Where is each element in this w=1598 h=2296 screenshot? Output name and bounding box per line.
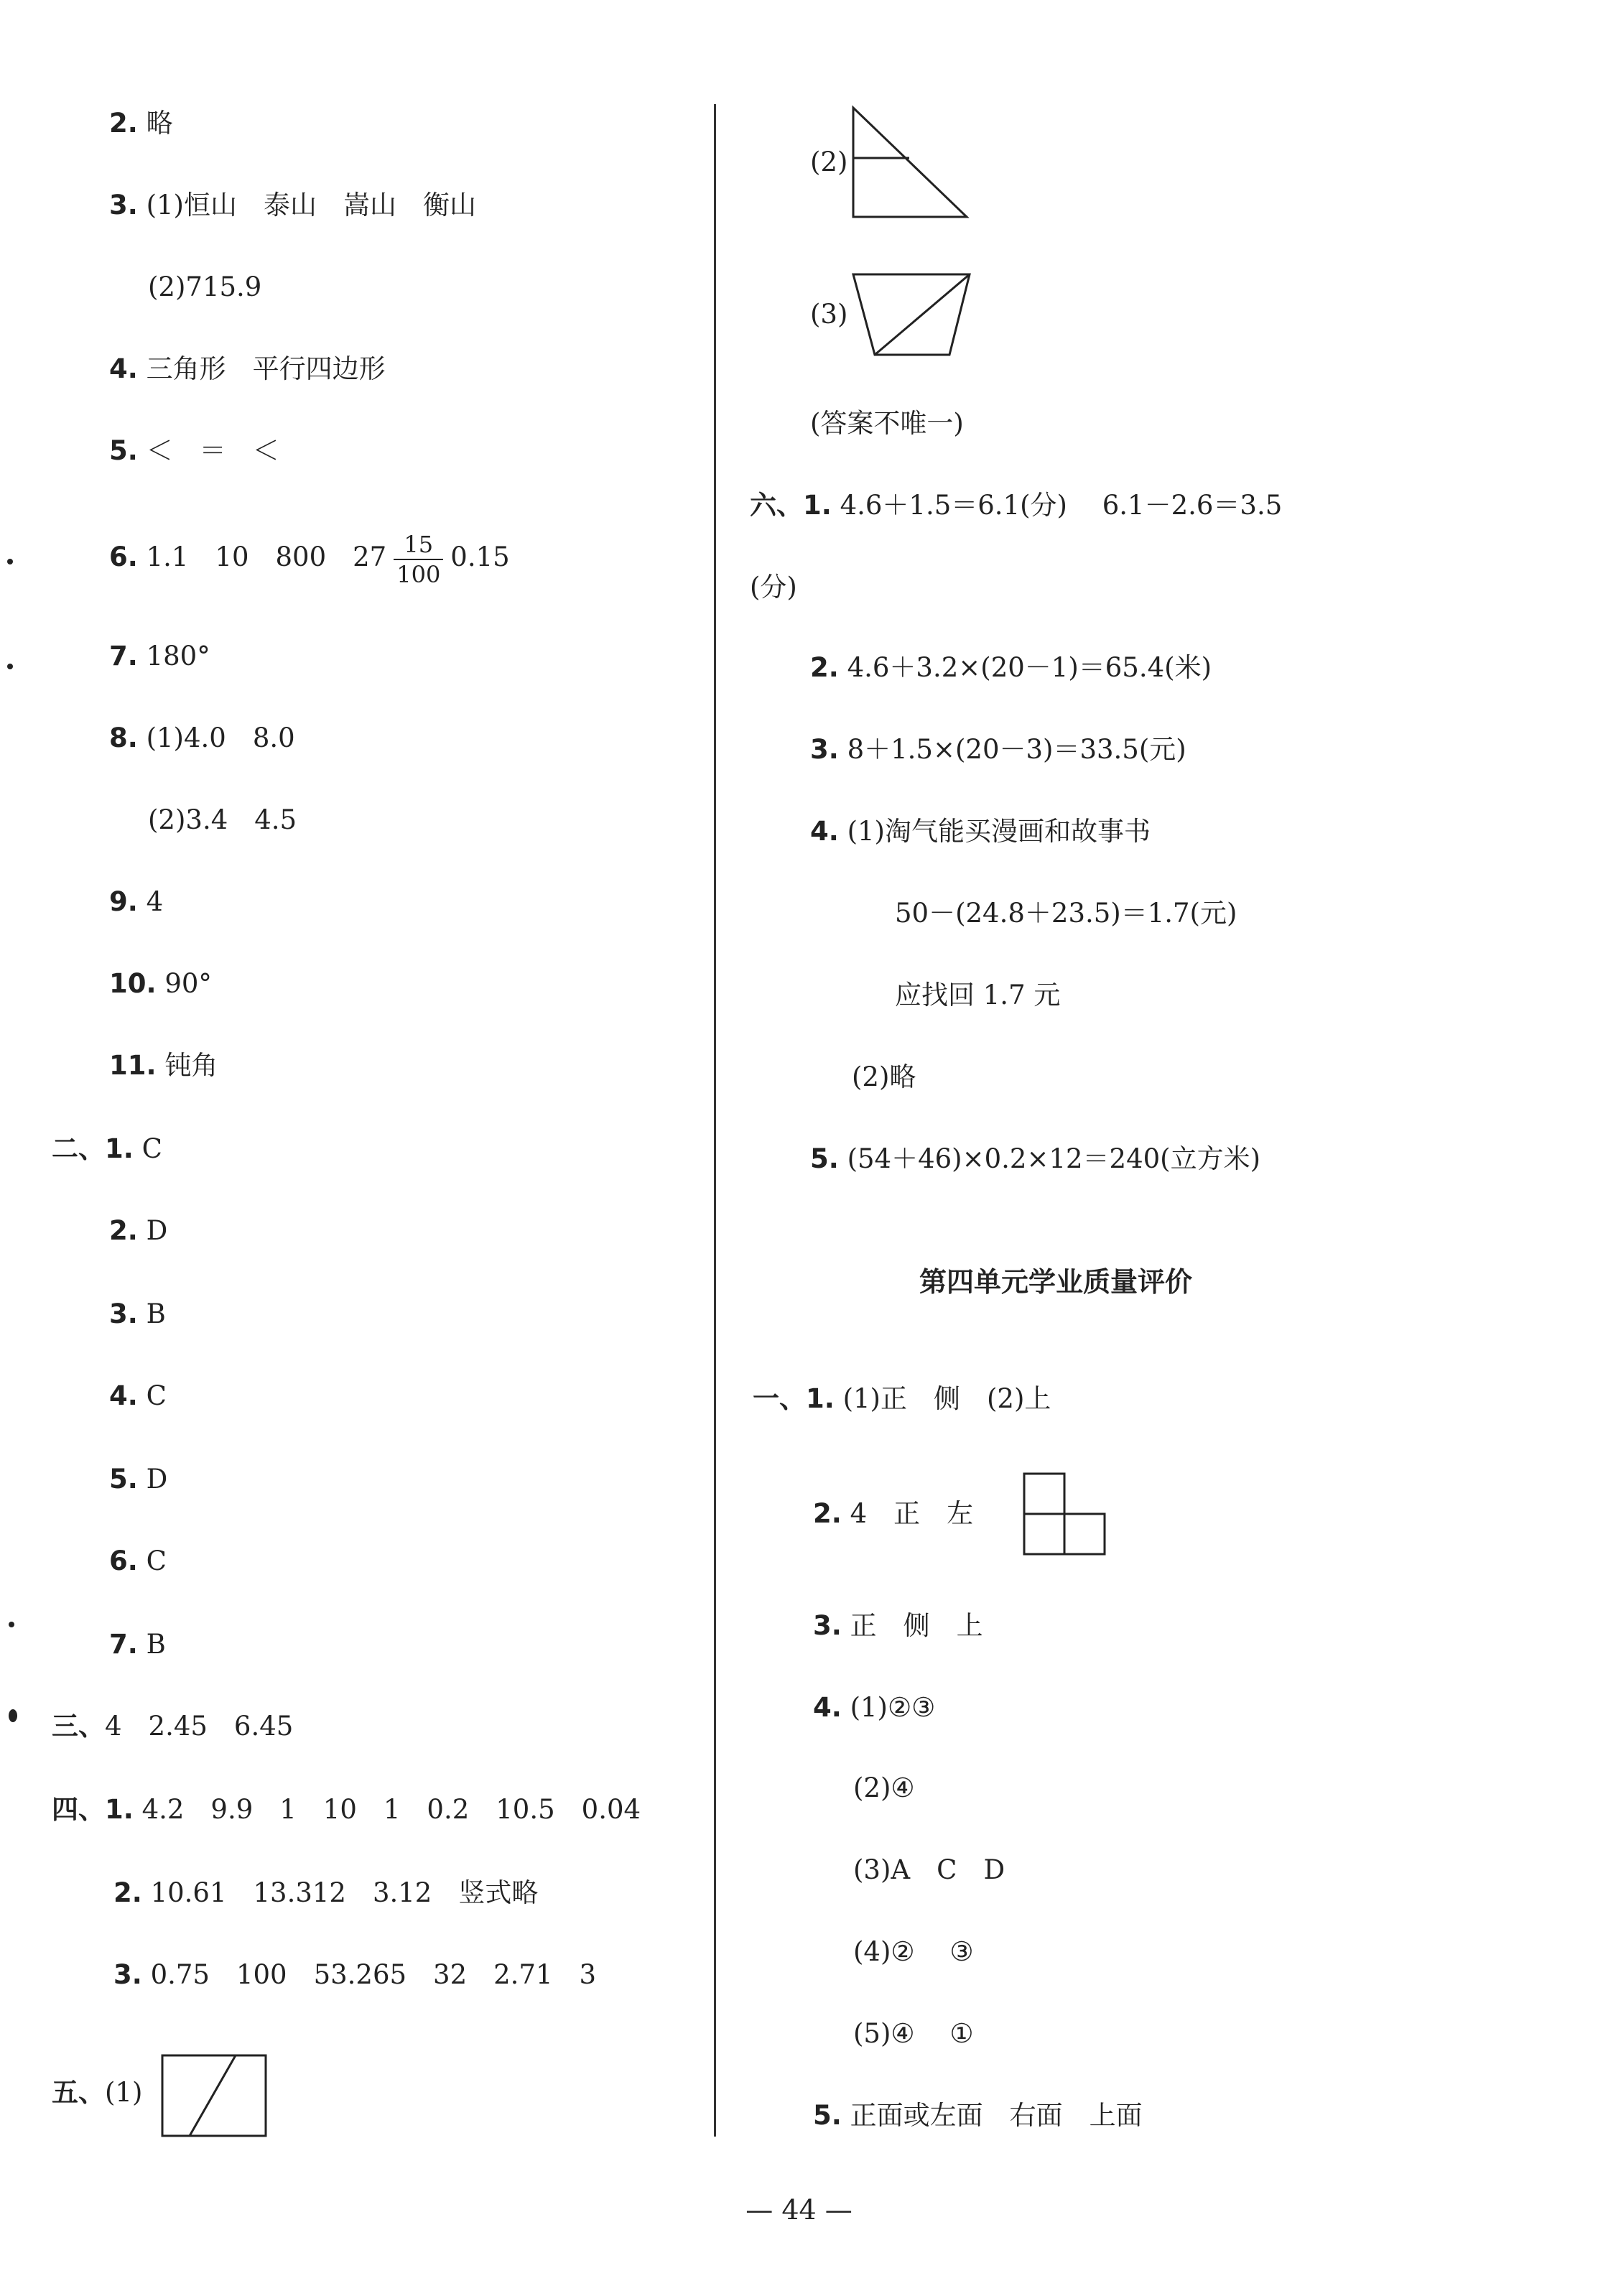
- sec6-q1-cont: (分): [750, 572, 797, 603]
- sec6-q1: 六、1. 4.6＋1.5＝6.1(分) 6.1－2.6＝3.5: [750, 490, 1283, 521]
- parallelogram-in-rectangle-figure: [161, 2054, 269, 2140]
- unit4-q1: 一、1. (1)正 侧 (2)上: [753, 1383, 1051, 1414]
- sec6-q4: 4. (1)淘气能买漫画和故事书: [810, 816, 1151, 847]
- unit4-q4-sub3: (3)A C D: [853, 1854, 1005, 1885]
- scan-speck: [7, 559, 13, 564]
- sec6-q5: 5. (54＋46)×0.2×12＝240(立方米): [810, 1143, 1261, 1174]
- column-divider: [714, 104, 716, 2137]
- sec2-q2: 2. D: [109, 1215, 168, 1246]
- sec2-q5: 5. D: [109, 1464, 168, 1495]
- unit4-title: 第四单元学业质量评价: [919, 1265, 1193, 1298]
- fraction: $\frac{15}{100}$: [394, 530, 443, 589]
- page-number: — 44 —: [745, 2194, 853, 2226]
- left-q3: 3. (1)恒山 泰山 嵩山 衡山: [109, 190, 476, 220]
- triangle-cut-figure: [850, 105, 972, 220]
- left-q6: 6. 1.1 10 800 27 $\frac{15}{100}$ 0.15: [109, 530, 510, 588]
- trapezoid-figure: [850, 271, 972, 358]
- left-q3-sub2: (2)715.9: [148, 271, 262, 302]
- cube-view-figure: [1023, 1472, 1109, 1558]
- unit4-q4-sub4: (4)② ③: [853, 1936, 974, 1967]
- sec5-sub1: 五、(1): [52, 2077, 143, 2108]
- left-q8: 8. (1)4.0 8.0: [109, 722, 295, 753]
- sec6-q4-line2: 50－(24.8＋23.5)＝1.7(元): [895, 898, 1237, 929]
- unit4-q3: 3. 正 侧 上: [813, 1610, 983, 1641]
- sec2-q6: 6. C: [109, 1546, 167, 1576]
- sec6-q4-sub2: (2)略: [852, 1061, 916, 1092]
- sec2-q1: 二、1. C: [52, 1133, 162, 1164]
- scan-speck: [7, 664, 13, 669]
- sec3: 三、4 2.45 6.45: [52, 1711, 294, 1742]
- sec5-sub2: (2): [810, 147, 848, 177]
- unit4-q5: 5. 正面或左面 右面 上面: [813, 2100, 1143, 2131]
- sec6-q3: 3. 8＋1.5×(20－3)＝33.5(元): [810, 734, 1186, 765]
- sec5-note: (答案不唯一): [810, 408, 964, 439]
- left-q10: 10. 90°: [109, 968, 212, 999]
- sec4-q1: 四、1. 4.2 9.9 1 10 1 0.2 10.5 0.04: [52, 1794, 641, 1825]
- sec6-q2: 2. 4.6＋3.2×(20－1)＝65.4(米): [810, 652, 1212, 683]
- left-q5: 5. ＜ ＝ ＜: [109, 435, 279, 466]
- left-q9: 9. 4: [109, 886, 164, 917]
- left-q4: 4. 三角形 平行四边形: [109, 353, 386, 384]
- sec5-sub3: (3): [810, 299, 848, 330]
- sec4-q3: 3. 0.75 100 53.265 32 2.71 3: [113, 1959, 597, 1990]
- unit4-q4: 4. (1)②③: [813, 1692, 936, 1723]
- scan-speck: [9, 1709, 17, 1722]
- scan-speck: [9, 1622, 14, 1627]
- left-q7: 7. 180°: [109, 641, 210, 671]
- left-q11: 11. 钝角: [109, 1050, 218, 1081]
- left-q8-sub2: (2)3.4 4.5: [148, 804, 297, 835]
- sec6-q4-line3: 应找回 1.7 元: [895, 980, 1061, 1010]
- left-q2: 2. 略: [109, 108, 173, 139]
- unit4-q4-sub5: (5)④ ①: [853, 2018, 974, 2049]
- sec2-q7: 7. B: [109, 1629, 166, 1660]
- sec2-q4: 4. C: [109, 1380, 167, 1411]
- sec4-q2: 2. 10.61 13.312 3.12 竖式略: [113, 1877, 539, 1908]
- sec2-q3: 3. B: [109, 1298, 166, 1329]
- unit4-q2: 2. 4 正 左: [813, 1498, 974, 1529]
- unit4-q4-sub2: (2)④: [853, 1772, 915, 1803]
